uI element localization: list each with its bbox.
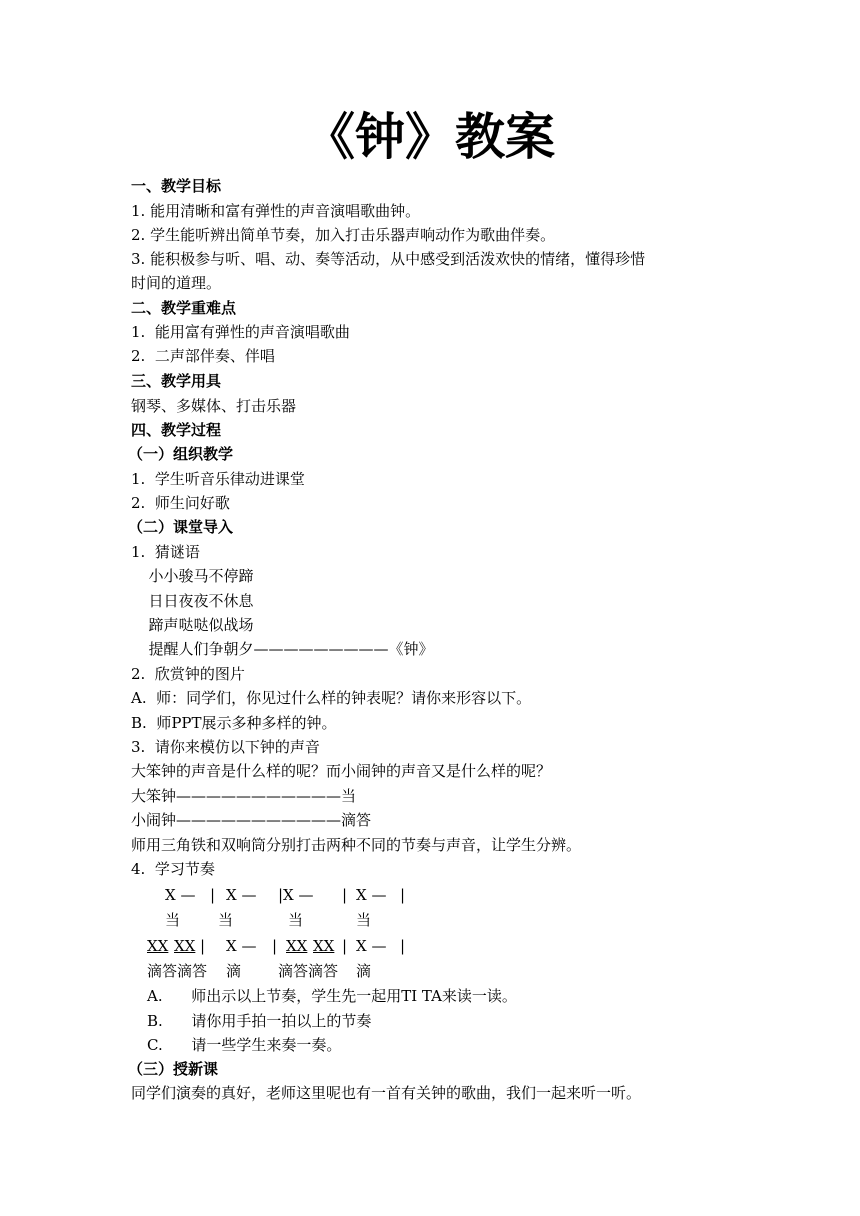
bar-line: | — [400, 937, 406, 955]
rhythm-lyric: 当 — [288, 911, 304, 929]
rhythm-lyric: 当 — [165, 911, 181, 929]
bar-line: | — [342, 937, 348, 955]
intro-item: B. 师PPT展示多种多样的钟。 — [131, 714, 337, 732]
process-item: 2. 师生问好歌 — [131, 494, 230, 512]
document-title: 《钟》教案 — [305, 108, 555, 166]
rhythm-note: X — — [356, 937, 387, 955]
rhythm-lyric: 当 — [356, 911, 372, 929]
riddle-line: 日日夜夜不休息 — [139, 592, 254, 610]
intro-item: 2. 欣赏钟的图片 — [131, 665, 245, 683]
goal-item: 时间的道理。 — [131, 274, 222, 292]
rhythm-note: XX — [286, 937, 308, 955]
riddle-line: 蹄声哒哒似战场 — [139, 616, 254, 634]
intro-item: 大笨钟———————————当 — [131, 787, 357, 805]
rhythm-lyric: 当 — [218, 911, 234, 929]
rhythm-note: X — — [226, 886, 257, 904]
rhythm-note: X — — [356, 886, 387, 904]
rhythm-note: |X — — [278, 886, 314, 904]
section-heading-tools: 三、教学用具 — [131, 372, 222, 390]
riddle-line: 小小骏马不停蹄 — [139, 567, 254, 585]
intro-item: 4. 学习节奏 — [131, 860, 215, 878]
intro-item: 1. 猜谜语 — [131, 543, 200, 561]
section-heading-process: 四、教学过程 — [131, 421, 222, 439]
rhythm-step: A. 师出示以上节奏，学生先一起用TI TA来读一读。 — [147, 987, 517, 1005]
intro-item: A. 师：同学们，你见过什么样的钟表呢？请你来形容以下。 — [131, 689, 532, 707]
riddle-line: 提醒人们争朝夕—————————《钟》 — [139, 640, 434, 658]
rhythm-note: XX — [147, 937, 169, 955]
goal-item: 3. 能积极参与听、唱、动、奏等活动，从中感受到活泼欢快的情绪，懂得珍惜 — [131, 250, 646, 268]
bar-line: | — [210, 886, 216, 904]
key-point-item: 1. 能用富有弹性的声音演唱歌曲 — [131, 323, 350, 341]
subheading-organize: （一）组织教学 — [128, 445, 234, 463]
goal-item: 2. 学生能听辨出简单节奏，加入打击乐器声响动作为歌曲伴奏。 — [131, 226, 556, 244]
intro-item: 小闹钟———————————滴答 — [131, 811, 372, 829]
rhythm-note: X — — [165, 886, 196, 904]
new-lesson-text: 同学们演奏的真好，老师这里呢也有一首有关钟的歌曲，我们一起来听一听。 — [131, 1084, 642, 1102]
rhythm-note: X — — [226, 937, 257, 955]
rhythm-step: C. 请一些学生来奏一奏。 — [147, 1036, 342, 1054]
rhythm-lyric: 滴答滴答 — [278, 962, 339, 980]
rhythm-step: B. 请你用手拍一拍以上的节奏 — [147, 1012, 372, 1030]
rhythm-lyric: 滴 — [356, 962, 372, 980]
rhythm-lyric: 滴 — [226, 962, 242, 980]
rhythm-note: XX — [174, 937, 196, 955]
section-heading-goals: 一、教学目标 — [131, 177, 222, 195]
section-heading-key-points: 二、教学重难点 — [131, 299, 237, 317]
key-point-item: 2. 二声部伴奏、伴唱 — [131, 347, 275, 365]
tools-text: 钢琴、多媒体、打击乐器 — [131, 397, 297, 415]
subheading-new-lesson: （三）授新课 — [128, 1060, 219, 1078]
intro-item: 3. 请你来模仿以下钟的声音 — [131, 738, 320, 756]
bar-line: | — [342, 886, 348, 904]
subheading-intro: （二）课堂导入 — [128, 518, 234, 536]
bar-line: | — [200, 937, 206, 955]
intro-item: 师用三角铁和双响筒分别打击两种不同的节奏与声音，让学生分辨。 — [131, 836, 582, 854]
rhythm-lyric: 滴答滴答 — [147, 962, 208, 980]
intro-item: 大笨钟的声音是什么样的呢？而小闹钟的声音又是什么样的呢？ — [131, 762, 552, 780]
process-item: 1. 学生听音乐律动进课堂 — [131, 470, 305, 488]
bar-line: | — [272, 937, 278, 955]
rhythm-note: XX — [313, 937, 335, 955]
bar-line: | — [400, 886, 406, 904]
goal-item: 1. 能用清晰和富有弹性的声音演唱歌曲钟。 — [131, 202, 421, 220]
